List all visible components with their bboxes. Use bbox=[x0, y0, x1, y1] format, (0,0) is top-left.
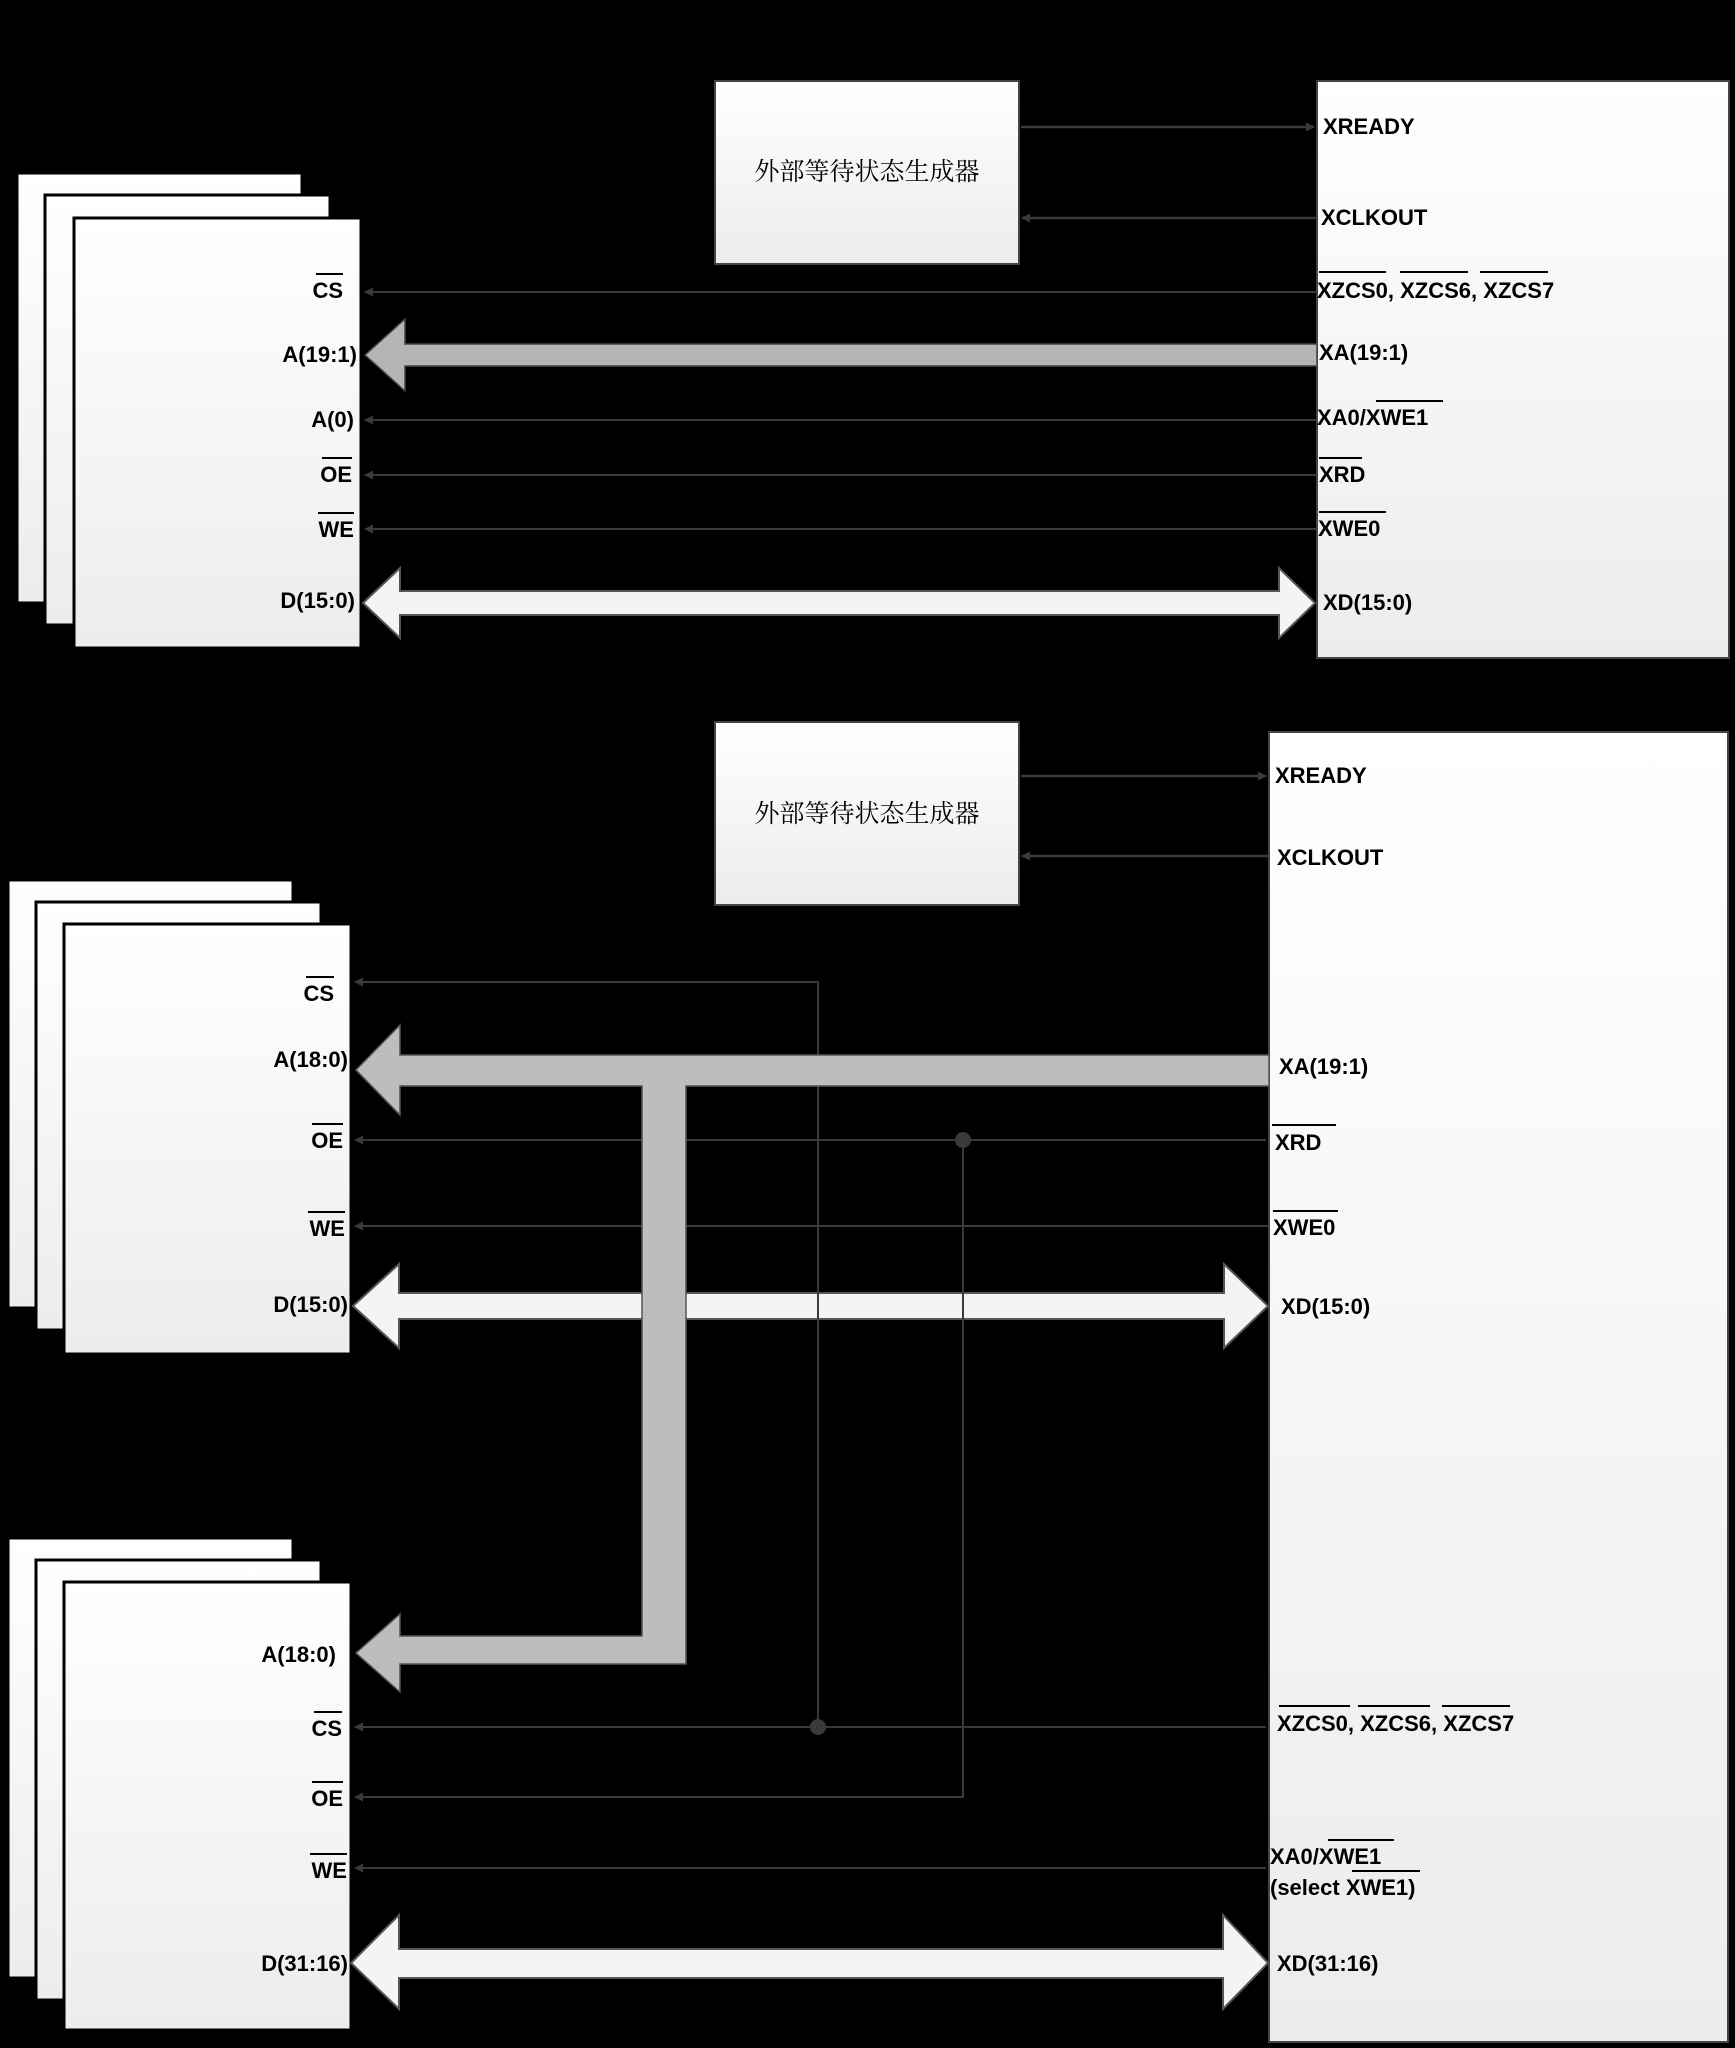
bottom-lower-mem-pin-d: D(31:16) bbox=[261, 1951, 348, 1976]
bottom-cpu-pin-xa: XA(19:1) bbox=[1279, 1054, 1369, 1079]
top-mem-pin-a0: A(0) bbox=[311, 407, 354, 432]
top-cpu-pin-xrd: XRD bbox=[1319, 462, 1366, 487]
top-mem-pin-d: D(15:0) bbox=[280, 588, 355, 613]
bottom-cpu-pin-xa0-xwe1: XA0/XWE1 bbox=[1270, 1844, 1382, 1869]
bottom-cpu-pin-xd-high: XD(31:16) bbox=[1277, 1951, 1379, 1976]
bottom-lower-mem-pin-a: A(18:0) bbox=[261, 1642, 336, 1667]
bottom-data-bus-low bbox=[353, 1264, 1268, 1348]
bottom-oe-junction bbox=[955, 1132, 971, 1148]
top-data-bus bbox=[363, 568, 1315, 638]
bottom-data-bus-high bbox=[351, 1915, 1268, 2009]
top-mem-pin-cs: CS bbox=[312, 278, 343, 303]
top-cpu-pin-xready: XREADY bbox=[1323, 114, 1415, 139]
top-cpu-pin-xclkout: XCLKOUT bbox=[1321, 205, 1428, 230]
bottom-cpu-select-note: (select XWE1) bbox=[1270, 1875, 1416, 1900]
top-cpu-pin-xa: XA(19:1) bbox=[1319, 340, 1409, 365]
bottom-diagram bbox=[8, 722, 1728, 2042]
top-cpu-box bbox=[1317, 81, 1729, 658]
top-cpu-pin-xd: XD(15:0) bbox=[1323, 590, 1413, 615]
bottom-lower-mem-pin-we: WE bbox=[311, 1858, 347, 1883]
top-diagram bbox=[17, 81, 1729, 658]
top-cpu-pin-xwe0: XWE0 bbox=[1318, 516, 1381, 541]
bottom-lower-mem-pin-oe: OE bbox=[311, 1786, 343, 1811]
bottom-upper-mem-pin-a: A(18:0) bbox=[273, 1047, 348, 1072]
top-cpu-pin-xzcs: XZCS0, XZCS6, XZCS7 bbox=[1317, 278, 1555, 303]
top-mem-pin-oe: OE bbox=[320, 462, 352, 487]
bottom-cpu-pin-xwe0: XWE0 bbox=[1273, 1215, 1336, 1240]
bottom-cpu-pin-xrd: XRD bbox=[1275, 1130, 1322, 1155]
top-address-bus bbox=[365, 319, 1317, 391]
bottom-wait-state-generator-label: 外部等待状态生成器 bbox=[754, 799, 980, 828]
bottom-upper-mem-pin-cs: CS bbox=[303, 981, 334, 1006]
top-memory-stack bbox=[17, 173, 361, 648]
bottom-cs-branch-line bbox=[355, 982, 818, 1727]
bottom-cpu-pin-xready: XREADY bbox=[1275, 763, 1367, 788]
bottom-upper-mem-pin-d: D(15:0) bbox=[273, 1292, 348, 1317]
bottom-address-bus bbox=[356, 1025, 1269, 1692]
bottom-upper-memory-stack bbox=[8, 880, 351, 1354]
bottom-upper-mem-pin-oe: OE bbox=[311, 1128, 343, 1153]
bottom-cpu-pin-xd-low: XD(15:0) bbox=[1281, 1294, 1371, 1319]
top-cpu-pin-xa0-xwe1: XA0/XWE1 bbox=[1317, 405, 1429, 430]
bottom-cpu-pin-xclkout: XCLKOUT bbox=[1277, 845, 1384, 870]
top-mem-pin-a: A(19:1) bbox=[282, 342, 357, 367]
bottom-cs-junction bbox=[810, 1719, 826, 1735]
bottom-lower-mem-pin-cs: CS bbox=[311, 1716, 342, 1741]
bottom-cpu-pin-xzcs: XZCS0, XZCS6, XZCS7 bbox=[1277, 1711, 1515, 1736]
top-mem-pin-we: WE bbox=[318, 517, 354, 542]
top-wait-state-generator-label: 外部等待状态生成器 bbox=[754, 157, 980, 186]
bottom-upper-mem-pin-we: WE bbox=[309, 1216, 345, 1241]
